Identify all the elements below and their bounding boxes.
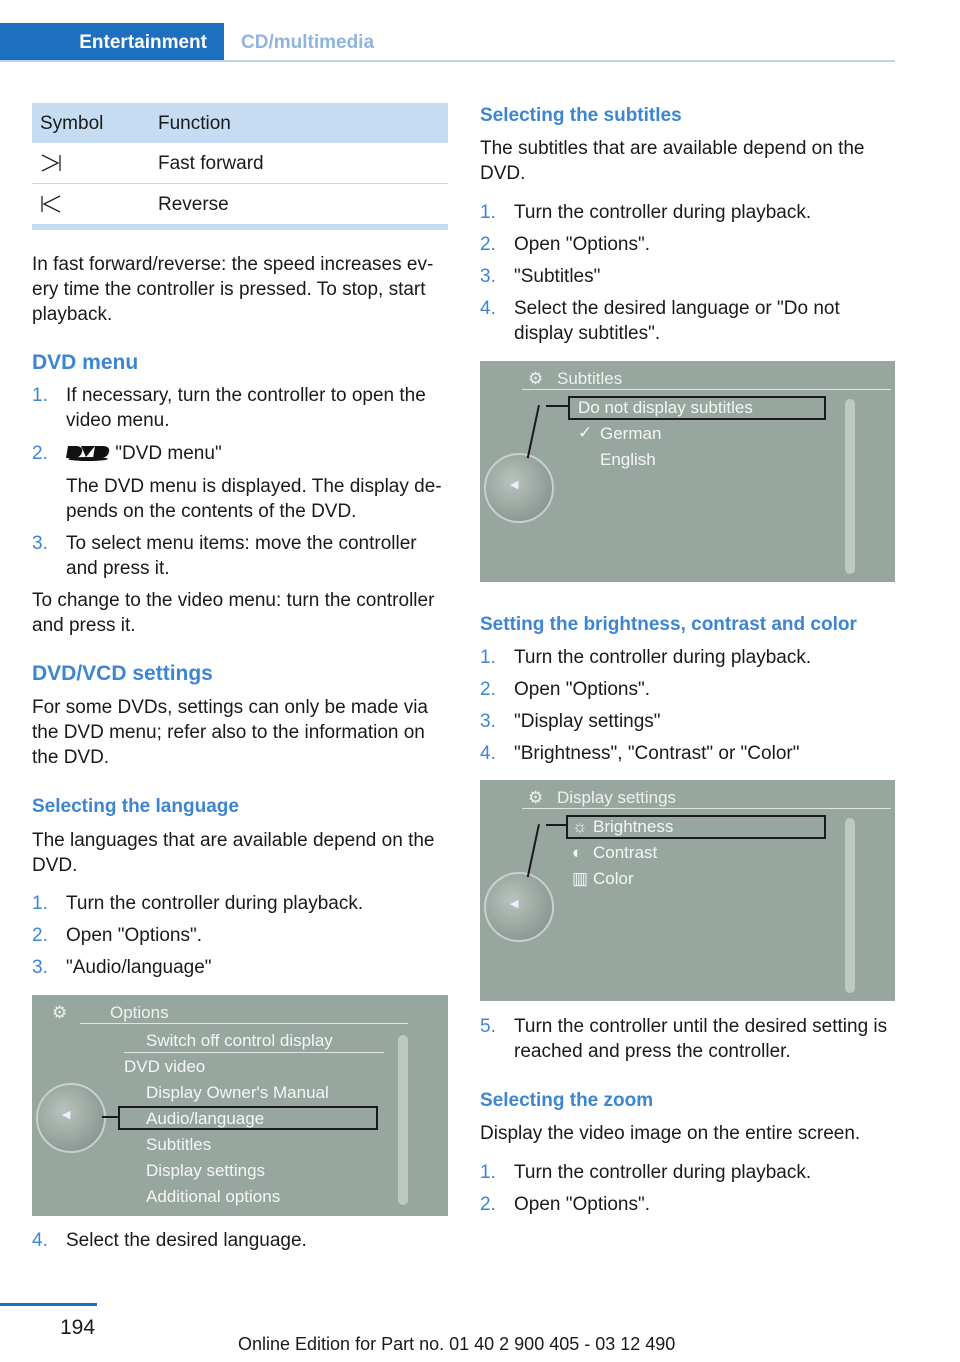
settings-heading: DVD/VCD settings	[32, 662, 213, 685]
menu-item[interactable]: Subtitles	[146, 1135, 212, 1154]
menu-item[interactable]: DVD video	[124, 1057, 206, 1076]
header-divider	[0, 60, 895, 62]
screen-title: Options	[110, 1003, 169, 1022]
step-text: Turn the controller until the desired setting is reached and press the controller.	[514, 1016, 888, 1062]
zoom-steps	[480, 1160, 895, 1217]
step-number: 4.	[480, 743, 496, 764]
pointer-line	[527, 824, 540, 877]
page-number-bar	[0, 1303, 97, 1306]
menu-item[interactable]: English	[600, 450, 656, 469]
sun-icon: ☼	[572, 817, 588, 836]
menu-item[interactable]: Brightness	[593, 817, 674, 836]
pointer-line	[546, 405, 568, 407]
step-text: Select the desired language or "Do not display subtitles".	[514, 298, 840, 344]
list-item	[480, 1014, 895, 1064]
controller-knob-icon	[484, 872, 554, 942]
menu-item[interactable]: Display settings	[146, 1161, 266, 1180]
step-text: Open "Options".	[514, 1194, 651, 1215]
table-header-symbol: Symbol	[40, 113, 104, 134]
contrast-icon: ◐	[572, 843, 583, 862]
step-text: Turn the controller during playback.	[66, 893, 364, 914]
step-number: 3.	[32, 957, 48, 978]
step-number: 5.	[480, 1016, 496, 1037]
step-number: 2.	[32, 443, 48, 464]
scroll-arc	[398, 1035, 408, 1205]
list-item	[32, 441, 448, 524]
display-settings-screenshot	[480, 780, 895, 1001]
step-number: 1.	[480, 1162, 496, 1183]
brightness-steps	[480, 645, 895, 766]
list-item	[32, 891, 448, 916]
left-arrow-icon: ◀	[62, 1109, 71, 1121]
step-text: "Display settings"	[514, 711, 661, 732]
step-number: 3.	[32, 533, 48, 554]
menu-item[interactable]: German	[600, 424, 662, 443]
settings-paragraph: For some DVDs, settings can only be made via the DVD menu; refer also to the information on the DVD.	[32, 697, 429, 768]
step-text: Turn the controller during playback.	[514, 647, 812, 668]
step-number: 3.	[480, 266, 496, 287]
list-item	[32, 531, 448, 581]
table-cell-function: Fast forward	[158, 153, 264, 174]
controller-knob-icon	[36, 1083, 106, 1153]
step-text: If necessary, turn the controller to open the video menu.	[66, 385, 426, 431]
zoom-heading: Selecting the zoom	[480, 1090, 654, 1111]
list-item	[32, 923, 448, 948]
menu-divider	[124, 1052, 384, 1053]
subtitles-heading: Selecting the subtitles	[480, 105, 682, 126]
scroll-arc	[845, 818, 855, 993]
tab-cd-multimedia[interactable]: CD/multimedia	[241, 32, 375, 53]
step-text: Open "Options".	[66, 925, 203, 946]
step-number: 3.	[480, 711, 496, 732]
page-number: 194	[60, 1316, 96, 1339]
color-icon: ▥	[572, 869, 589, 888]
symbol-table	[32, 103, 448, 230]
gear-icon: ⚙	[528, 788, 544, 807]
list-item	[480, 296, 895, 346]
step-number: 1.	[32, 385, 48, 406]
step-number: 2.	[32, 925, 48, 946]
menu-item[interactable]: Contrast	[593, 843, 658, 862]
gear-icon: ⚙	[528, 369, 544, 388]
reverse-icon	[40, 194, 62, 220]
zoom-paragraph: Display the video image on the entire screen.	[480, 1123, 861, 1144]
table-bottom-rule	[32, 225, 448, 230]
step-number: 1.	[32, 893, 48, 914]
step-text: "Audio/language"	[66, 957, 212, 978]
screen-title: Display settings	[557, 788, 677, 807]
step-number: 1.	[480, 202, 496, 223]
step-text: Open "Options".	[514, 679, 651, 700]
dvd-logo-icon	[66, 443, 110, 468]
list-item	[480, 645, 895, 670]
step-number: 4.	[480, 298, 496, 319]
language-step-4	[32, 1228, 448, 1253]
scroll-arc	[845, 399, 855, 574]
check-icon: ✓	[578, 423, 593, 442]
list-item	[480, 709, 895, 734]
menu-item[interactable]: Audio/language	[146, 1109, 265, 1128]
step-note: The DVD menu is displayed. The display de-pends on the contents of the DVD.	[66, 476, 442, 522]
list-item	[32, 955, 448, 980]
list-item	[480, 1160, 895, 1185]
list-item	[480, 232, 895, 257]
step-text: Open "Options".	[514, 234, 651, 255]
brightness-heading: Setting the brightness, contrast and color	[480, 614, 857, 635]
controller-knob-icon	[484, 453, 554, 523]
step-text: Turn the controller during playback.	[514, 1162, 812, 1183]
menu-item[interactable]: Do not display subtitles	[578, 398, 753, 417]
left-arrow-icon: ◀	[510, 898, 519, 910]
pointer-line	[527, 405, 540, 458]
dvd-menu-steps	[32, 383, 448, 581]
language-heading: Selecting the language	[32, 796, 239, 817]
options-screenshot	[32, 995, 448, 1216]
page-header	[0, 23, 895, 62]
step-text: Turn the controller during playback.	[514, 202, 812, 223]
list-item	[32, 383, 448, 433]
menu-item[interactable]: Switch off control display	[146, 1031, 333, 1050]
step-text: "Brightness", "Contrast" or "Color"	[514, 743, 800, 764]
step-text: To select menu items: move the controller and press it.	[66, 533, 417, 579]
list-item	[480, 264, 895, 289]
language-steps	[32, 891, 448, 980]
table-header-function: Function	[158, 113, 231, 134]
step-text: "Subtitles"	[514, 266, 601, 287]
step-number: 2.	[480, 234, 496, 255]
table-cell-function: Reverse	[158, 194, 229, 215]
list-item	[480, 677, 895, 702]
ff-paragraph: In fast forward/reverse: the speed increases ev-ery time the controller is pressed. To stop, start playback.	[32, 254, 434, 325]
screen-title: Subtitles	[557, 369, 623, 388]
fast-forward-icon	[40, 153, 62, 179]
pointer-line	[546, 824, 568, 826]
screen-divider	[522, 389, 891, 390]
step-number: 2.	[480, 1194, 496, 1215]
video-menu-paragraph: To change to the video menu: turn the controller and press it.	[32, 590, 435, 636]
step-number: 2.	[480, 679, 496, 700]
menu-item[interactable]: Color	[593, 869, 634, 888]
step-number: 4.	[32, 1230, 48, 1251]
table-header-row	[32, 103, 448, 143]
edition-footer: Online Edition for Part no. 01 40 2 900 405 - 03 12 490	[238, 1334, 676, 1354]
language-paragraph: The languages that are available depend on the DVD.	[32, 830, 435, 876]
subtitles-paragraph: The subtitles that are available depend on the DVD.	[480, 138, 865, 184]
table-row	[32, 143, 448, 184]
menu-item[interactable]: Display Owner's Manual	[146, 1083, 329, 1102]
list-item	[480, 741, 895, 766]
screen-divider	[80, 1023, 408, 1024]
subtitles-steps	[480, 200, 895, 346]
step-text: "DVD menu"	[110, 443, 222, 464]
step-text: Select the desired language.	[66, 1230, 307, 1251]
list-item	[32, 1228, 448, 1253]
tab-entertainment[interactable]: Entertainment	[0, 23, 224, 62]
screen-divider	[522, 808, 891, 809]
gear-icon: ⚙	[52, 1003, 68, 1022]
subtitles-screenshot	[480, 361, 895, 582]
dvd-menu-heading: DVD menu	[32, 351, 139, 374]
menu-item[interactable]: Additional options	[146, 1187, 281, 1206]
table-row	[32, 184, 448, 225]
brightness-step-5	[480, 1014, 895, 1064]
list-item	[480, 200, 895, 225]
left-arrow-icon: ◀	[510, 479, 519, 491]
list-item	[480, 1192, 895, 1217]
step-number: 1.	[480, 647, 496, 668]
